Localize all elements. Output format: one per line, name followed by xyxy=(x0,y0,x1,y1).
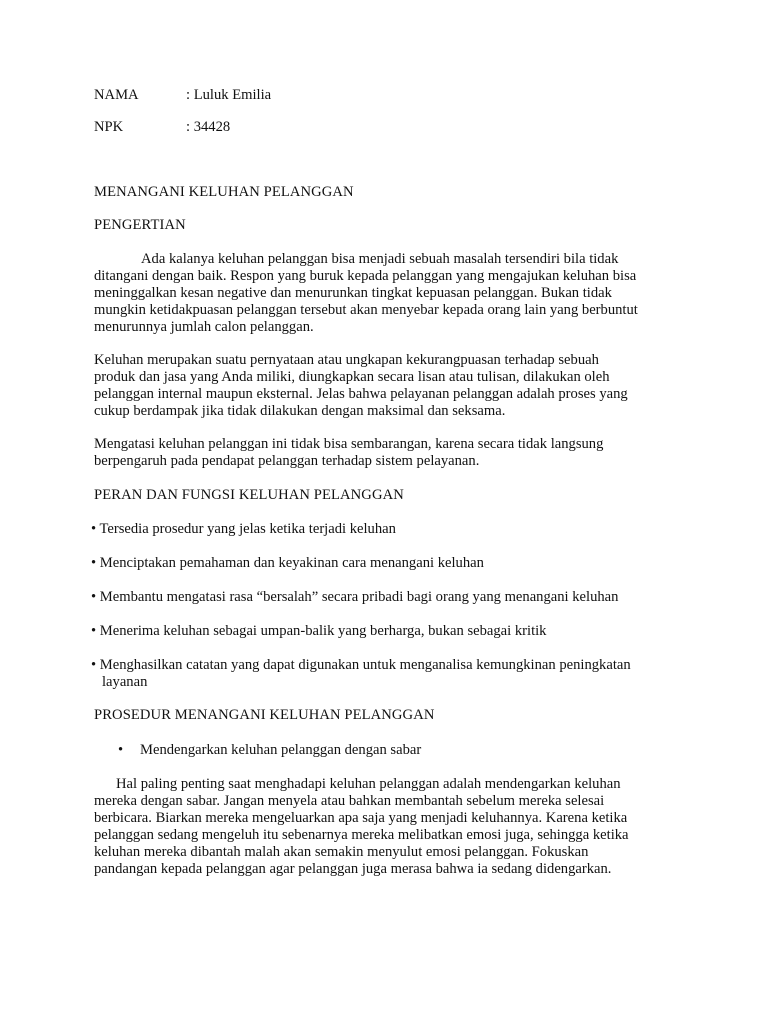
list-item xyxy=(91,521,396,538)
name-label: NAMA xyxy=(94,87,139,103)
paragraph-line: menurunnya jumlah calon pelanggan. xyxy=(94,319,314,335)
list-item xyxy=(91,657,631,691)
paragraph-line: pelanggan internal maupun eksternal. Jelas bahwa pelayanan pelanggan adalah proses yang xyxy=(94,386,628,402)
list-item-text: • Menghasilkan catatan yang dapat digunakan untuk menganalisa kemungkinan peningkatan xyxy=(91,657,631,673)
paragraph-pengertian-1 xyxy=(94,251,684,336)
list-item xyxy=(118,742,421,759)
paragraph-line: ditangani dengan baik. Respon yang buruk kepada pelanggan yang mengajukan keluhan bisa xyxy=(94,268,637,284)
list-item-text: • Membantu mengatasi rasa “bersalah” secara pribadi bagi orang yang menangani keluhan xyxy=(91,589,619,605)
section-heading-pengertian: PENGERTIAN xyxy=(94,217,186,233)
paragraph-line: cukup berdampak jika tidak dilakukan dengan maksimal dan seksama. xyxy=(94,403,506,419)
paragraph-line: mungkin ketidakpuasan pelanggan tersebut akan menyebar kepada orang lain yang berbuntut xyxy=(94,302,638,318)
paragraph-line: Keluhan merupakan suatu pernyataan atau ungkapan kekurangpuasan terhadap sebuah xyxy=(94,352,599,368)
paragraph-line: Hal paling penting saat menghadapi keluhan pelanggan adalah mendengarkan keluhan xyxy=(116,776,621,792)
paragraph-line: berpengaruh pada pendapat pelanggan terhadap sistem pelayanan. xyxy=(94,453,480,469)
paragraph-line: pandangan kepada pelanggan agar pelanggan juga merasa bahwa ia sedang didengarkan. xyxy=(94,861,612,877)
paragraph-line: berbicara. Biarkan mereka mengeluarkan apa saja yang menjadi keluhannya. Karena ketika xyxy=(94,810,628,826)
list-item xyxy=(91,589,618,606)
paragraph-line: pelanggan sedang mengeluh itu sebenarnya mereka melibatkan emosi juga, sehingga ketika xyxy=(94,827,629,843)
npk-label: NPK xyxy=(94,119,124,135)
list-item-text: • Tersedia prosedur yang jelas ketika terjadi keluhan xyxy=(91,521,396,537)
section-heading-peran: PERAN DAN FUNGSI KELUHAN PELANGGAN xyxy=(94,487,404,503)
document-title: MENANGANI KELUHAN PELANGGAN xyxy=(94,184,354,200)
npk-value: : 34428 xyxy=(186,119,231,135)
paragraph-pengertian-2 xyxy=(94,352,684,420)
paragraph-line: Mengatasi keluhan pelanggan ini tidak bisa sembarangan, karena secara tidak langsung xyxy=(94,436,604,452)
list-item-continuation: layanan xyxy=(102,674,148,690)
paragraph-line: keluhan mereka dibantah malah akan semakin menyulut emosi pelanggan. Fokuskan xyxy=(94,844,589,860)
paragraph-line: produk dan jasa yang Anda miliki, diungkapkan secara lisan atau tulisan, dilakukan oleh xyxy=(94,369,610,385)
paragraph-line: mereka dengan sabar. Jangan menyela atau bahkan membantah sebelum mereka selesai xyxy=(94,793,605,809)
paragraph-prosedur xyxy=(94,776,684,878)
list-item-text: Mendengarkan keluhan pelanggan dengan sabar xyxy=(140,742,422,758)
name-value: : Luluk Emilia xyxy=(186,87,272,103)
paragraph-line: meninggalkan kesan negative dan menurunkan tingkat kepuasan pelanggan. Bukan tidak xyxy=(94,285,612,301)
paragraph-pengertian-3 xyxy=(94,436,684,470)
section-heading-prosedur: PROSEDUR MENANGANI KELUHAN PELANGGAN xyxy=(94,707,435,723)
list-item-text: • Menerima keluhan sebagai umpan-balik yang berharga, bukan sebagai kritik xyxy=(91,623,547,639)
paragraph-line: Ada kalanya keluhan pelanggan bisa menjadi sebuah masalah tersendiri bila tidak xyxy=(141,251,619,267)
list-item xyxy=(91,555,484,572)
list-item xyxy=(91,623,546,640)
list-item-text: • Menciptakan pemahaman dan keyakinan cara menangani keluhan xyxy=(91,555,484,571)
bullet-marker: • xyxy=(118,742,124,758)
